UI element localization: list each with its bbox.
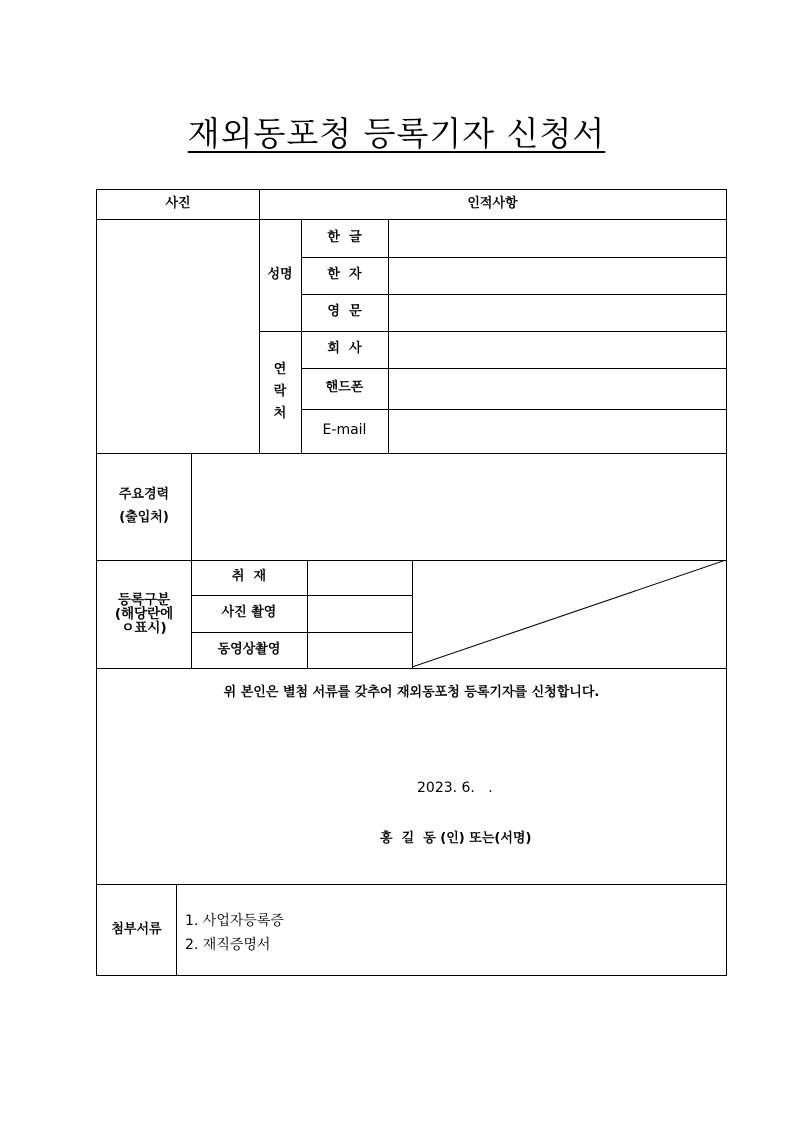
- company-field[interactable]: [388, 331, 726, 368]
- personal-info-header: 인적사항: [467, 196, 518, 212]
- document-title: [0, 108, 793, 155]
- name-hanja-field[interactable]: [388, 257, 726, 294]
- name-hanja-label: 한 자: [327, 267, 362, 283]
- category-video-mark[interactable]: [307, 632, 412, 668]
- career-label: 주요경력 (출입처): [118, 486, 170, 525]
- application-form-table: [96, 189, 727, 976]
- category-label: 등록구분 (해당란에 ㅇ표시): [114, 591, 174, 637]
- attachment-item-1: 1. 사업자등록증: [185, 913, 284, 929]
- photo-box[interactable]: [97, 219, 259, 453]
- category-photo-mark[interactable]: [307, 595, 412, 632]
- rule-declaration-top: [97, 668, 726, 669]
- email-label: E-mail: [322, 422, 367, 439]
- category-reporting-label: 취 재: [231, 569, 267, 585]
- category-photo-label: 사진 촬영: [221, 605, 277, 621]
- name-label: 성명: [267, 266, 293, 282]
- category-video-label: 동영상촬영: [217, 641, 281, 657]
- diagonal-slash: [412, 560, 726, 668]
- category-reporting-mark[interactable]: [307, 560, 412, 595]
- document-title-text: 재외동포청 등록기자 신청서: [187, 114, 606, 153]
- name-korean-field[interactable]: [388, 219, 726, 257]
- attachments-label: 첨부서류: [111, 921, 162, 937]
- applicant-signature[interactable]: 홍 길 동 (인) 또는(서명): [380, 831, 532, 846]
- declaration-date: 2023. 6. .: [417, 780, 493, 796]
- name-english-label: 영 문: [327, 304, 362, 320]
- mobile-field[interactable]: [388, 368, 726, 409]
- photo-header: 사진: [165, 196, 191, 212]
- email-field[interactable]: [388, 409, 726, 453]
- company-label: 회 사: [327, 341, 362, 357]
- rule-attachments-top: [97, 884, 726, 885]
- name-english-field[interactable]: [388, 294, 726, 331]
- declaration-statement: 위 본인은 별첨 서류를 갖추어 재외동포청 등록기자를 신청합니다.: [223, 684, 600, 700]
- career-field[interactable]: [191, 453, 726, 560]
- contact-label: 연 락 처: [273, 361, 287, 422]
- mobile-label: 핸드폰: [325, 380, 364, 396]
- rule-attachments-label-right: [176, 884, 177, 976]
- attachment-item-2: 2. 재직증명서: [185, 937, 271, 953]
- name-korean-label: 한 글: [327, 229, 362, 245]
